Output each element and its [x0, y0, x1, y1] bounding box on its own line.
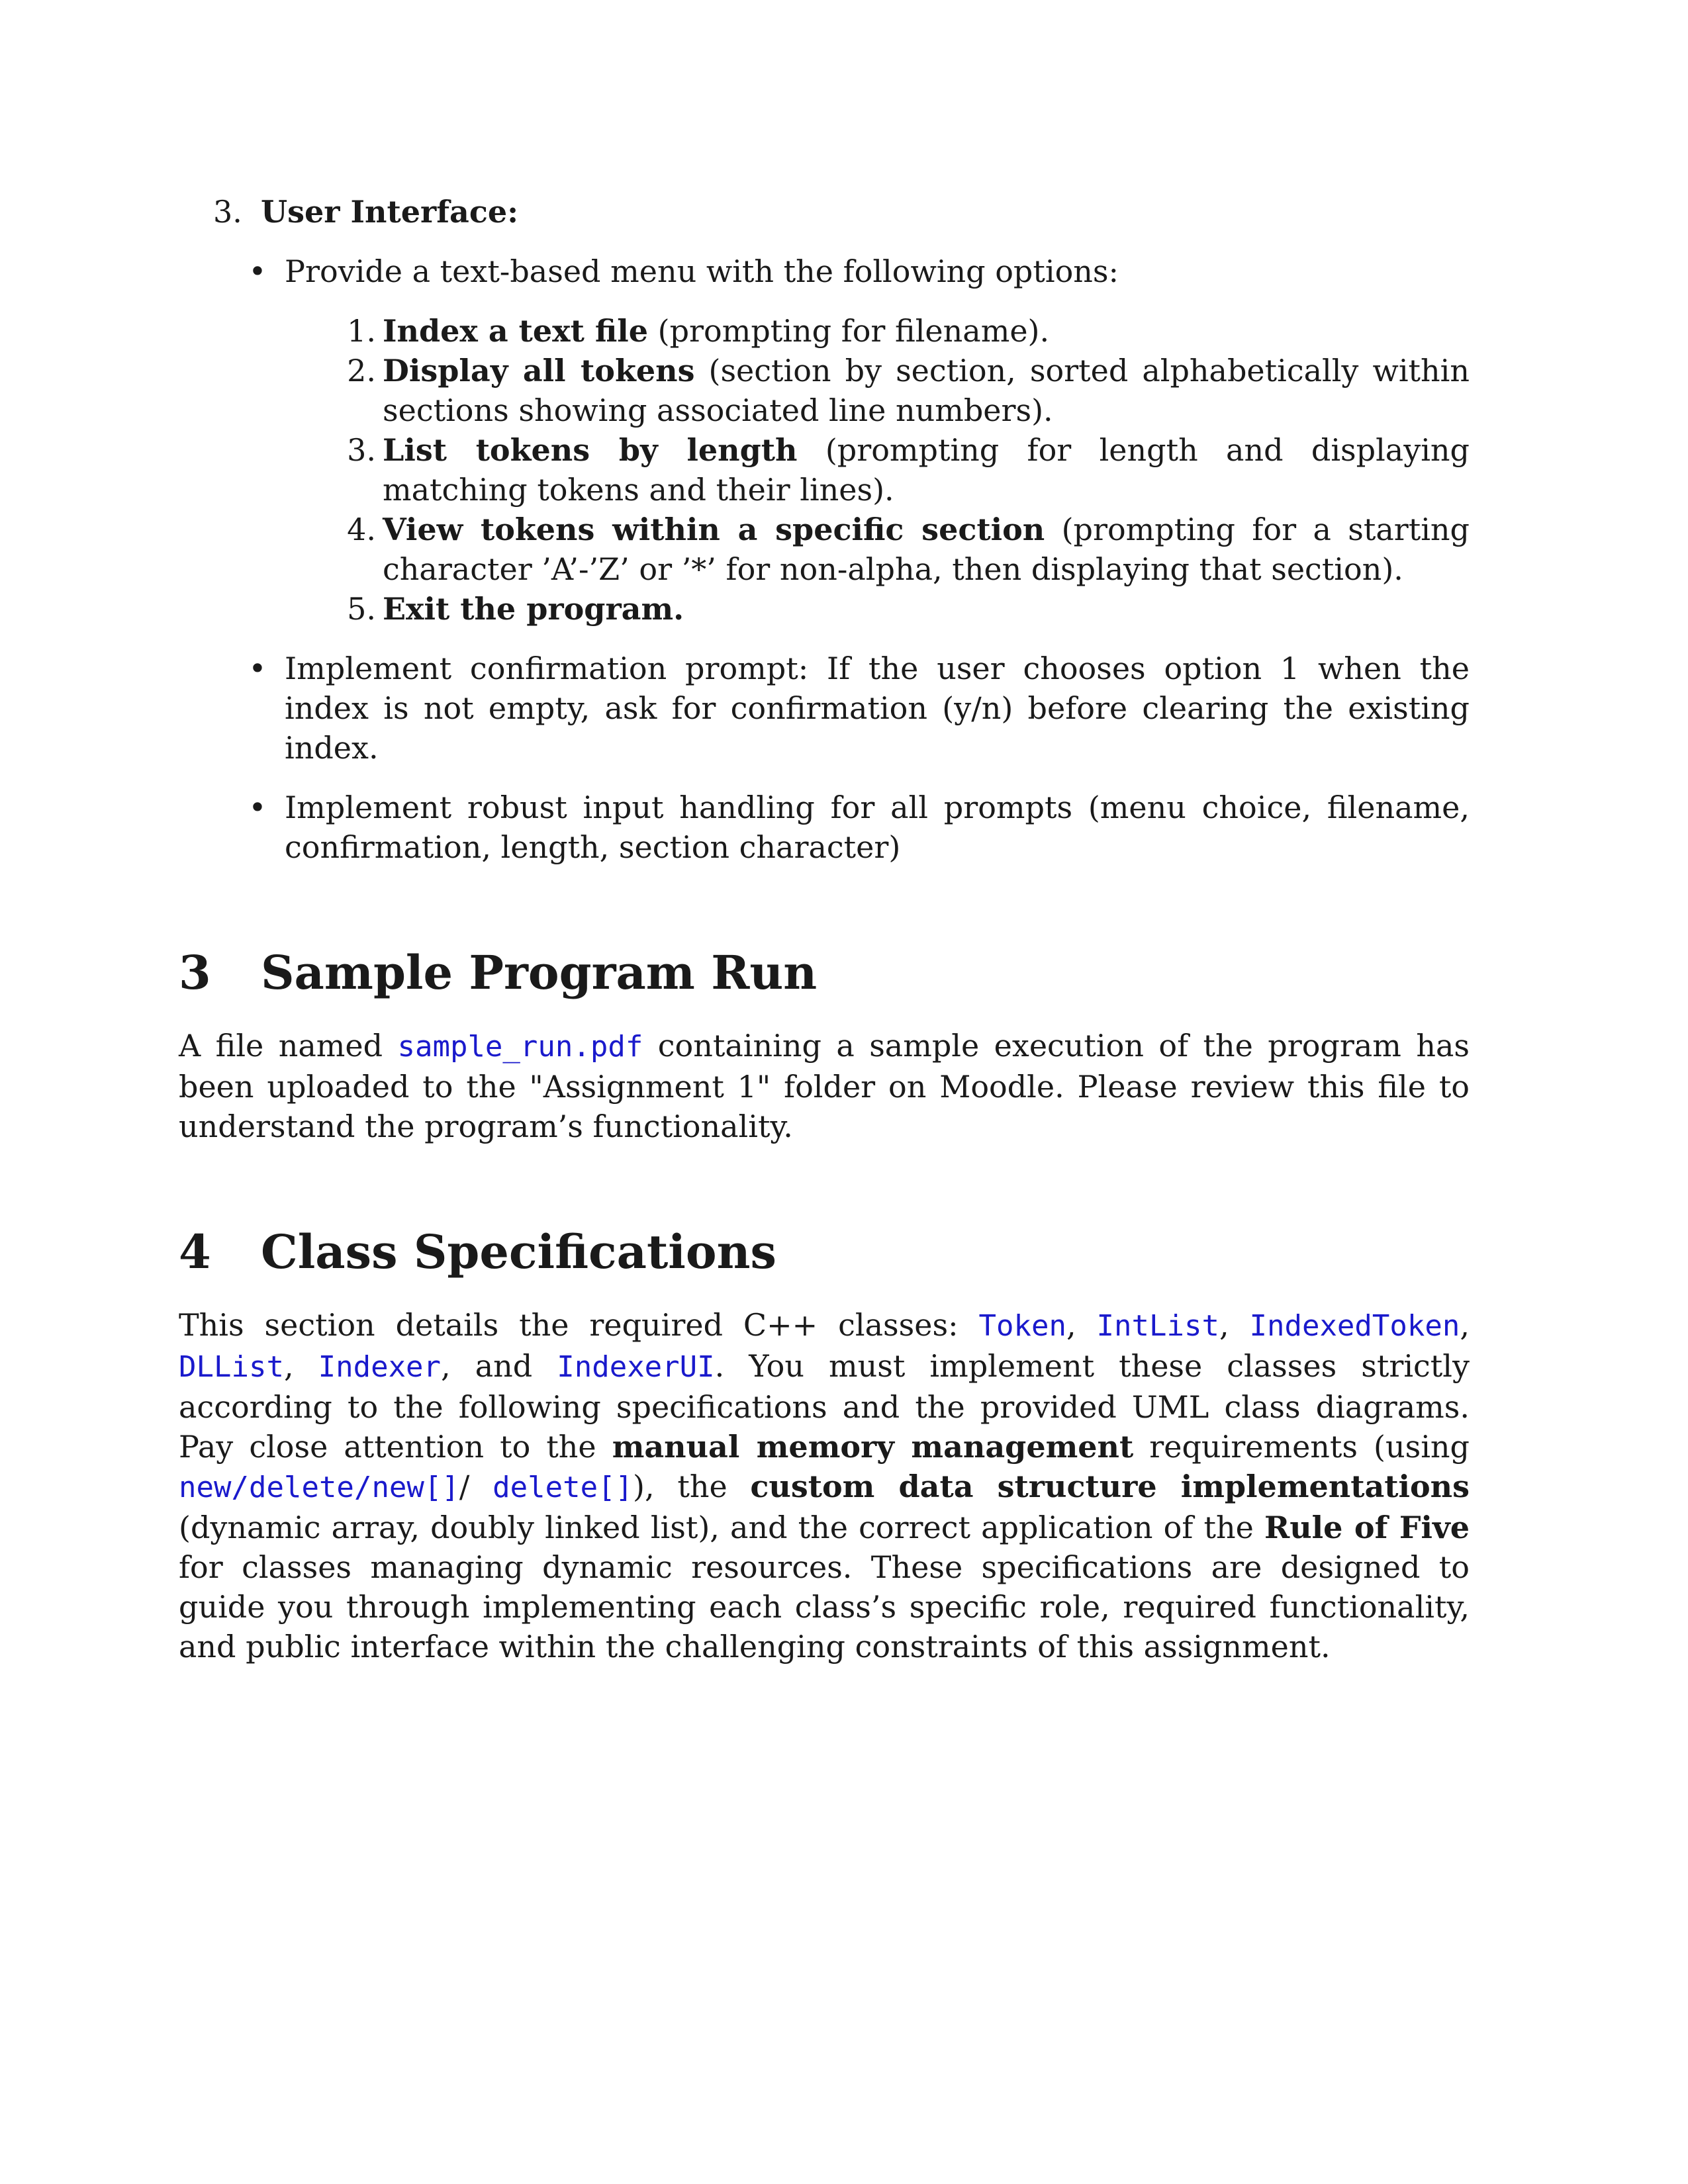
bullet-text: Implement robust input handling for all prompts (menu choice, filename, confirmation, length, section character)	[285, 790, 1470, 865]
menu-option-title: List tokens by length	[383, 432, 798, 468]
bullet-text: Implement confirmation prompt: If the user chooses option 1 when the index is not empty, ask for confirmation (y/n) before clearing the existing index.	[285, 651, 1470, 766]
class-name[interactable]: IntList	[1096, 1309, 1219, 1343]
section-3-paragraph	[179, 1026, 1470, 1146]
separator: ,	[283, 1348, 318, 1384]
menu-option-title: Display all tokens	[383, 353, 695, 388]
menu-option	[346, 351, 1470, 430]
bold-term: manual memory management	[612, 1429, 1134, 1465]
class-name[interactable]: IndexedToken	[1249, 1309, 1460, 1343]
code-slash: /	[231, 1471, 249, 1504]
class-name[interactable]: IndexerUI	[557, 1350, 715, 1384]
para-text: . You must implement these classes strictly according to the following specifications and the provided UML class diagrams. Pay close attention to the	[179, 1348, 1470, 1465]
menu-option-desc: (section by section, sorted alphabetically within sections showing associated line numbers).	[383, 353, 1470, 428]
para-text: (dynamic array, doubly linked list), and the correct application of the	[179, 1510, 1264, 1545]
separator: , and	[441, 1348, 557, 1384]
menu-option-desc: (prompting for length and displaying matching tokens and their lines).	[383, 432, 1470, 508]
menu-option-title: Exit the program.	[383, 591, 684, 627]
para-text: containing a sample execution of the program has been uploaded to the "Assignment 1" folder on Moodle. Please review this file to understand the program’s functionality.	[179, 1028, 1470, 1144]
bullet-dot-icon: •	[248, 253, 267, 289]
menu-option-number: 5.	[347, 591, 376, 627]
ui-bullet-list	[179, 251, 1470, 867]
separator: ,	[1219, 1307, 1250, 1343]
class-name[interactable]: Token	[978, 1309, 1066, 1343]
section-4-paragraph	[179, 1305, 1470, 1666]
code-slash: /	[353, 1471, 372, 1504]
separator: /	[459, 1469, 493, 1504]
section-number: 3	[179, 945, 211, 1000]
menu-option-number: 4.	[347, 512, 376, 547]
item-number: 3.	[213, 194, 242, 230]
code-delete-array: delete[]	[492, 1471, 633, 1504]
menu-option-desc: (prompting for filename).	[648, 313, 1050, 349]
separator: ,	[1066, 1307, 1097, 1343]
user-interface-item	[179, 192, 1470, 232]
menu-option-title: View tokens within a specific section	[383, 512, 1045, 547]
menu-option	[346, 510, 1470, 589]
section-title: Sample Program Run	[261, 945, 818, 1000]
section-3-heading	[179, 946, 1470, 999]
class-name[interactable]: DLList	[179, 1350, 284, 1384]
menu-option-number: 3.	[347, 432, 376, 468]
bullet-menu	[248, 251, 1470, 629]
para-text: ), the	[633, 1469, 751, 1504]
para-text: for classes managing dynamic resources. These specifications are designed to guide you through implementing each class’s specific role, required functionality, and public interface within the challenging constraints of this assignment.	[179, 1549, 1470, 1664]
bullet-text: Provide a text-based menu with the following options:	[285, 253, 1119, 289]
bullet-dot-icon: •	[248, 651, 267, 686]
class-name[interactable]: Indexer	[318, 1350, 442, 1384]
menu-option	[346, 430, 1470, 510]
file-link[interactable]: sample_run.pdf	[397, 1030, 643, 1064]
menu-options-list	[285, 311, 1470, 629]
separator: ,	[1460, 1307, 1470, 1343]
para-text: A file named	[179, 1028, 398, 1064]
bold-term: Rule of Five	[1264, 1510, 1470, 1545]
bullet-confirmation	[248, 649, 1470, 768]
document-page	[179, 192, 1470, 1666]
menu-option-number: 1.	[347, 313, 376, 349]
menu-option-desc: (prompting for a starting character ’A’-’Z’ or ’*’ for non-alpha, then displaying that section).	[383, 512, 1470, 587]
section-4-heading	[179, 1226, 1470, 1279]
para-text: This section details the required C++ classes:	[179, 1307, 979, 1343]
bold-term: custom data structure implementations	[750, 1469, 1470, 1504]
para-text: requirements (using	[1133, 1429, 1470, 1465]
code-delete: delete	[248, 1471, 354, 1504]
menu-option	[346, 311, 1470, 351]
bullet-input-handling	[248, 788, 1470, 867]
item-title: User Interface:	[261, 194, 519, 230]
menu-option-title: Index a text file	[383, 313, 649, 349]
menu-option	[346, 589, 1470, 629]
section-number: 4	[179, 1224, 211, 1279]
menu-option-number: 2.	[347, 353, 376, 388]
bullet-dot-icon: •	[248, 790, 267, 825]
code-new-array: new[]	[371, 1471, 459, 1504]
section-title: Class Specifications	[261, 1224, 776, 1279]
code-new: new	[179, 1471, 232, 1504]
